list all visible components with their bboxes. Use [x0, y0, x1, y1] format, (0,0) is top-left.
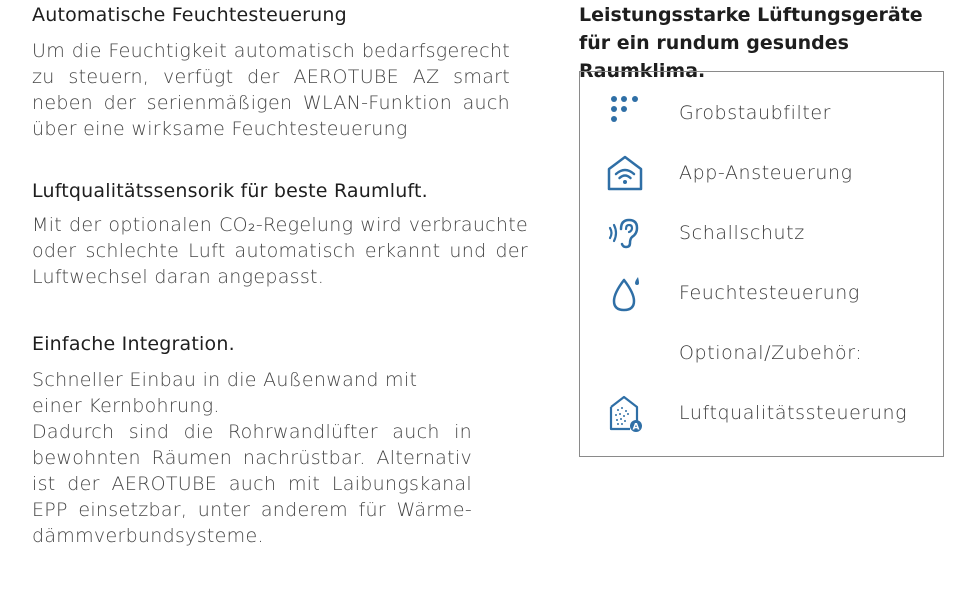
features-title: Leistungsstarke Lüftungsgeräte für ein rundum gesundes Raumklima.	[579, 4, 923, 82]
feature-item-air-quality	[580, 393, 945, 433]
feature-item-app-control	[580, 153, 945, 193]
feature-label: App-Ansteuerung	[679, 162, 853, 184]
water-drop-icon	[606, 273, 646, 313]
feature-label: Schallschutz	[679, 222, 805, 244]
feature-label: Luftqualitätssteuerung	[679, 402, 908, 424]
feature-label: Feuchtesteuerung	[679, 282, 860, 304]
feature-item-sound	[580, 213, 945, 253]
svg-text:A: A	[632, 422, 640, 433]
section-humidity	[32, 2, 510, 142]
feature-item-dust-filter	[580, 93, 945, 133]
feature-label: Grobstaubfilter	[679, 102, 832, 124]
section-air-quality	[32, 178, 528, 290]
section-heading: Luftqualitätssensorik für beste Raumluft.	[32, 180, 428, 202]
feature-label: Optional/Zubehör:	[679, 342, 863, 364]
section-text: Mit der optionalen CO₂-Regelung wird verbrauchte oder schlechte Luft automatisch erkannt und der Luftwechsel daran angepasst.	[32, 214, 528, 288]
dust-filter-icon	[606, 93, 646, 133]
section-text: Schneller Einbau in die Außenwand mit einer Kernbohrung.	[32, 369, 418, 417]
section-heading: Automatische Feuchtesteuerung	[32, 4, 347, 26]
feature-item-humidity	[580, 273, 945, 313]
house-wifi-icon	[606, 153, 646, 193]
section-integration	[32, 331, 472, 549]
ear-sound-icon	[606, 213, 646, 253]
section-text: Um die Feuchtigkeit automatisch bedarfsgerecht zu steuern, verfügt der AEROTUBE AZ smart neben der serienmäßigen WLAN-Funktion auch über eine wirksame Feuchtesteuerung	[32, 40, 510, 140]
section-heading: Einfache Integration.	[32, 333, 235, 355]
air-quality-house-icon	[606, 393, 646, 433]
feature-item-optional	[580, 333, 945, 373]
features-box	[579, 71, 944, 457]
section-text: Dadurch sind die Rohrwandlüfter auch in bewohnten Räumen nachrüstbar. Alternativ ist der AEROTUBE auch mit Laibungskanal EPP einsetzbar, unter anderem für Wärme-dämmverbundsysteme.	[32, 421, 472, 547]
